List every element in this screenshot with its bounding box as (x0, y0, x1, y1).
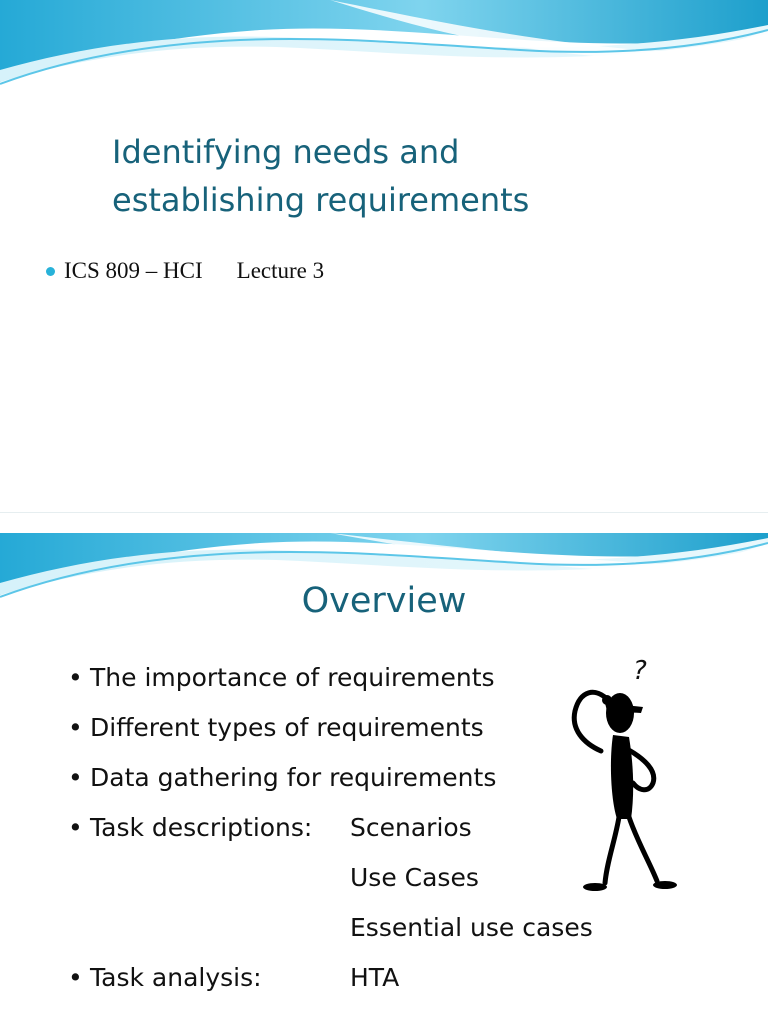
list-item: • Task descriptions: Scenarios (68, 808, 312, 848)
list-item-detail: Scenarios (350, 813, 472, 842)
lecture-number: Lecture 3 (236, 258, 325, 283)
slide-title: Overview (301, 581, 467, 621)
slide-title (112, 128, 672, 224)
bullet-dot-icon (46, 267, 55, 276)
list-item: • Task analysis: HTA (68, 958, 262, 998)
list-item: • Data gathering for requirements (68, 763, 497, 792)
title-line-1: Identifying needs and (112, 133, 460, 171)
list-item: • The importance of requirements (68, 663, 495, 692)
course-code: ICS 809 – HCI (64, 258, 203, 283)
list-item: • Different types of requirements (68, 713, 484, 742)
question-mark-text: ? (633, 656, 647, 686)
list-item-detail: HTA (350, 963, 400, 992)
overview-slide (0, 512, 768, 1024)
thinking-stick-figure-icon (565, 651, 685, 896)
list-item-detail: Essential use cases (350, 913, 593, 942)
list-item-detail: Use Cases (350, 863, 479, 892)
wave-banner-top (0, 0, 768, 110)
title-line-2: establishing requirements (112, 181, 530, 219)
subtitle-bullet (46, 258, 324, 284)
